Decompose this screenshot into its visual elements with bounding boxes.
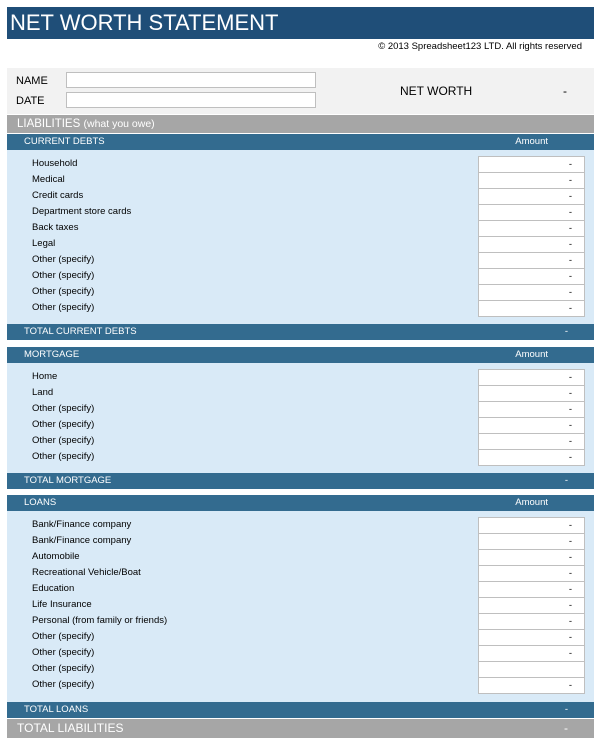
total-current-debts-value: - <box>564 326 568 337</box>
table-row <box>7 268 594 284</box>
amount-cell[interactable]: - <box>478 597 585 614</box>
row-label: Bank/Finance company <box>32 519 132 530</box>
copyright-text: © 2013 Spreadsheet123 LTD. All rights reserved <box>378 41 582 52</box>
row-label: Other (specify) <box>32 679 95 690</box>
total-loans-label: TOTAL LOANS <box>24 704 89 715</box>
date-label: DATE <box>16 95 45 107</box>
total-current-debts-label: TOTAL CURRENT DEBTS <box>24 326 137 337</box>
row-label: Other (specify) <box>32 663 95 674</box>
mortgage-header <box>7 347 594 363</box>
table-row <box>7 300 594 316</box>
amount-cell[interactable]: - <box>478 236 585 253</box>
row-label: Education <box>32 583 75 594</box>
table-row <box>7 204 594 220</box>
name-label: NAME <box>16 75 48 87</box>
amount-label: Amount <box>515 136 548 147</box>
table-row <box>7 284 594 300</box>
total-liabilities-value: - <box>564 721 568 735</box>
total-loans-row <box>7 702 594 718</box>
total-current-debts-row <box>7 324 594 340</box>
amount-cell[interactable]: - <box>478 268 585 285</box>
table-row <box>7 581 594 597</box>
table-row <box>7 613 594 629</box>
table-row <box>7 565 594 581</box>
loans-title: LOANS <box>24 497 57 508</box>
row-label: Other (specify) <box>32 647 95 658</box>
row-label: Bank/Finance company <box>32 535 132 546</box>
row-label: Personal (from family or friends) <box>32 615 168 626</box>
table-row <box>7 252 594 268</box>
name-input[interactable] <box>66 72 316 88</box>
amount-cell[interactable] <box>478 661 585 678</box>
row-label: Automobile <box>32 551 80 562</box>
amount-cell[interactable]: - <box>478 369 585 386</box>
date-input[interactable] <box>66 92 316 108</box>
loans-header <box>7 495 594 511</box>
amount-cell[interactable]: - <box>478 204 585 221</box>
row-label: Other (specify) <box>32 419 95 430</box>
amount-cell[interactable]: - <box>478 677 585 694</box>
total-liabilities-row <box>7 719 594 738</box>
table-row <box>7 517 594 533</box>
net-worth-label: NET WORTH <box>400 84 473 98</box>
amount-cell[interactable]: - <box>478 252 585 269</box>
table-row <box>7 597 594 613</box>
liabilities-title: LIABILITIES <box>17 118 81 130</box>
table-row <box>7 449 594 465</box>
row-label: Land <box>32 387 54 398</box>
table-row <box>7 236 594 252</box>
amount-cell[interactable]: - <box>478 401 585 418</box>
row-label: Other (specify) <box>32 451 95 462</box>
amount-cell[interactable]: - <box>478 220 585 237</box>
table-row <box>7 369 594 385</box>
page-title: NET WORTH STATEMENT <box>7 7 594 39</box>
amount-cell[interactable]: - <box>478 533 585 550</box>
table-row <box>7 433 594 449</box>
amount-cell[interactable]: - <box>478 517 585 534</box>
amount-cell[interactable]: - <box>478 549 585 566</box>
row-label: Back taxes <box>32 222 79 233</box>
amount-cell[interactable]: - <box>478 284 585 301</box>
table-row <box>7 677 594 693</box>
row-label: Other (specify) <box>32 270 95 281</box>
amount-cell[interactable]: - <box>478 581 585 598</box>
table-row <box>7 661 594 677</box>
amount-cell[interactable]: - <box>478 645 585 662</box>
table-row <box>7 188 594 204</box>
current-debts-body <box>7 150 594 324</box>
total-loans-value: - <box>564 704 568 715</box>
amount-cell[interactable]: - <box>478 417 585 434</box>
total-liabilities-label: TOTAL LIABILITIES <box>17 721 124 735</box>
row-label: Other (specify) <box>32 631 95 642</box>
total-mortgage-row <box>7 473 594 489</box>
amount-cell[interactable]: - <box>478 172 585 189</box>
row-label: Other (specify) <box>32 254 95 265</box>
row-label: Other (specify) <box>32 302 95 313</box>
row-label: Recreational Vehicle/Boat <box>32 567 141 578</box>
table-row <box>7 401 594 417</box>
row-label: Home <box>32 371 58 382</box>
row-label: Medical <box>32 174 65 185</box>
net-worth-value: - <box>563 84 567 98</box>
current-debts-header <box>7 134 594 150</box>
total-mortgage-value: - <box>564 475 568 486</box>
info-block <box>7 68 594 114</box>
amount-cell[interactable]: - <box>478 156 585 173</box>
row-label: Other (specify) <box>32 435 95 446</box>
liabilities-subtitle: (what you owe) <box>83 118 155 130</box>
table-row <box>7 385 594 401</box>
table-row <box>7 156 594 172</box>
table-row <box>7 533 594 549</box>
row-label: Department store cards <box>32 206 132 217</box>
table-row <box>7 645 594 661</box>
mortgage-title: MORTGAGE <box>24 349 80 360</box>
liabilities-header <box>7 115 594 133</box>
table-row <box>7 172 594 188</box>
total-mortgage-label: TOTAL MORTGAGE <box>24 475 112 486</box>
amount-cell[interactable]: - <box>478 188 585 205</box>
table-row <box>7 220 594 236</box>
amount-label: Amount <box>515 349 548 360</box>
amount-cell[interactable]: - <box>478 449 585 466</box>
amount-cell[interactable]: - <box>478 433 585 450</box>
amount-cell[interactable]: - <box>478 300 585 317</box>
amount-cell[interactable]: - <box>478 385 585 402</box>
row-label: Life Insurance <box>32 599 92 610</box>
row-label: Other (specify) <box>32 286 95 297</box>
mortgage-body <box>7 363 594 473</box>
table-row <box>7 629 594 645</box>
current-debts-title: CURRENT DEBTS <box>24 136 105 147</box>
table-row <box>7 549 594 565</box>
amount-cell[interactable]: - <box>478 565 585 582</box>
table-row <box>7 417 594 433</box>
amount-label: Amount <box>515 497 548 508</box>
row-label: Household <box>32 158 78 169</box>
row-label: Legal <box>32 238 56 249</box>
amount-cell[interactable]: - <box>478 629 585 646</box>
row-label: Other (specify) <box>32 403 95 414</box>
amount-cell[interactable]: - <box>478 613 585 630</box>
loans-body <box>7 511 594 702</box>
row-label: Credit cards <box>32 190 84 201</box>
